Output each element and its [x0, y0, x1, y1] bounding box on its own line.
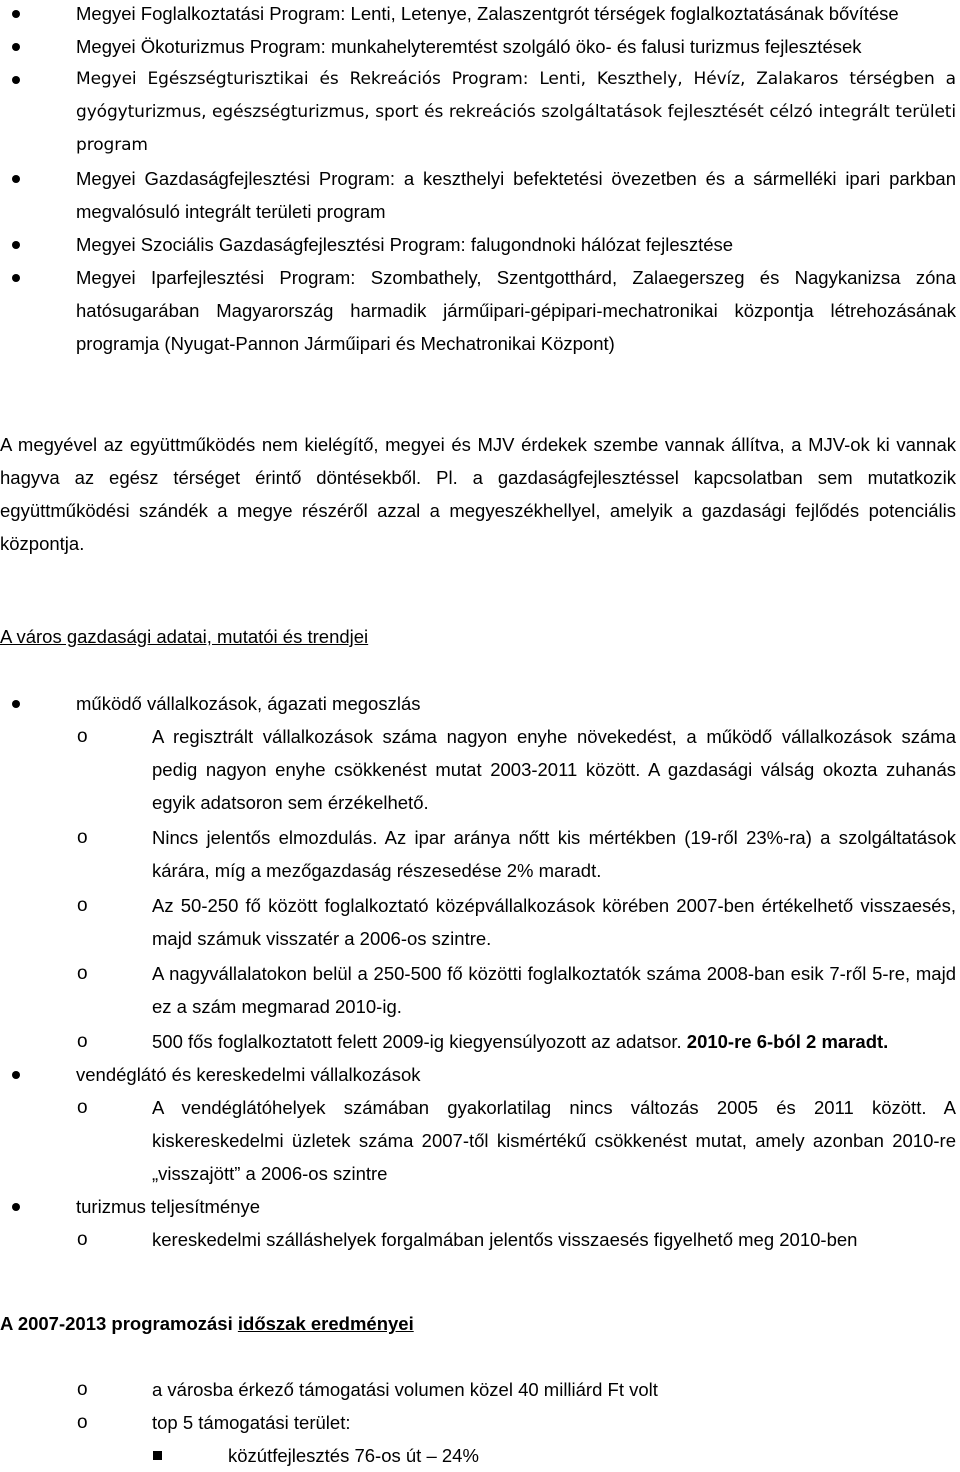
results-list	[0, 1373, 960, 1472]
list-item-text: vendéglátó és kereskedelmi vállalkozások	[76, 1064, 421, 1085]
sub-list-item	[0, 821, 960, 887]
sub-list-item	[0, 1406, 960, 1439]
section-heading-results	[0, 1307, 414, 1340]
bullet-icon	[12, 1203, 20, 1211]
item-text: 500 fős foglalkoztatott felett 2009-ig kiegyensúlyozott az adatsor.	[152, 1031, 682, 1052]
list-item	[0, 261, 960, 360]
sub-list-item-text: A nagyvállalatokon belül a 250-500 fő közötti foglalkoztatók száma 2008-ban esik 7-ről 5-re, majd ez a szám megmarad 2010-ig.	[152, 963, 956, 1017]
list-item	[0, 687, 960, 720]
heading-underlined: időszak eredményei	[237, 1313, 414, 1334]
sub-list-item	[0, 720, 960, 819]
list-item	[0, 162, 960, 228]
list-item-text: Megyei Egészségturisztikai és Rekreációs Program: Lenti, Keszthely, Hévíz, Zalakaros térségben a gyógyturizmus, egészségturizmus, sport és rekreációs szolgáltatások fejlesztését célzó integrált területi program	[76, 69, 956, 155]
sub-list-item-text: Nincs jelentős elmozdulás. Az ipar aránya nőtt kis mértékben (19-ről 23%-ra) a szolgáltatások kárára, míg a mezőgazdaság részesedése 2% maradt.	[152, 827, 956, 881]
sub-list-item	[0, 1025, 960, 1058]
bullet-icon	[12, 700, 20, 708]
sub-list-item-text: kereskedelmi szálláshelyek forgalmában jelentős visszaesés figyelhető meg 2010-ben	[152, 1229, 858, 1250]
section-heading-economy: A város gazdasági adatai, mutatói és trendjei	[0, 626, 369, 647]
square-bullet-icon	[153, 1451, 162, 1460]
sub-list-item-text: a városba érkező támogatási volumen közel 40 milliárd Ft volt	[152, 1379, 658, 1400]
sub-list-item	[0, 1373, 960, 1406]
bullet-icon	[12, 43, 20, 51]
circle-bullet-icon: o	[77, 1379, 88, 1400]
sub-list-item-text: A regisztrált vállalkozások száma nagyon enyhe növekedést, a működő vállalkozások száma pedig nagyon enyhe csökkenést mutat 2003-2011 között. A gazdasági válság okozta zuhanás egyik adatsoron sem érzékelhető.	[152, 726, 956, 813]
cooperation-paragraph: A megyével az együttműködés nem kielégítő, megyei és MJV érdekek szembe vannak állítva, a MJV-ok ki vannak hagyva az egész térséget érintő döntésekből. Pl. a gazdaságfejlesztéssel kapcsolatban sem mutatkozik együttműködési szándék a megye részéről azzal a megyeszékhellyel, amelyik a gazdasági fejlődés potenciális központja.	[0, 434, 956, 554]
economy-list	[0, 687, 960, 1256]
sub-list-item-text: top 5 támogatási terület:	[152, 1412, 351, 1433]
item-bold-text: 2010-re 6-ból 2 maradt.	[686, 1031, 889, 1052]
list-item-text: turizmus teljesítménye	[76, 1196, 261, 1217]
list-item	[0, 1190, 960, 1223]
sub-sub-list-item-text: közútfejlesztés 76-os út – 24%	[228, 1445, 479, 1466]
list-item-text: Megyei Iparfejlesztési Program: Szombathely, Szentgotthárd, Zalaegerszeg és Nagykanizsa zóna hatósugarában Magyarország harmadik járműipari-gépipari-mechatronikai központja létrehozásának programja (Nyugat-Pannon Járműipari és Mechatronikai Központ)	[76, 267, 956, 354]
sub-list-item-text: A vendéglátóhelyek számában gyakorlatilag nincs változás 2005 és 2011 között. A kiskereskedelmi üzletek száma 2007-től kismértékű csökkenést mutat, amely azonban 2010-re „visszajött” a 2006-os szintre	[152, 1097, 956, 1184]
circle-bullet-icon: o	[77, 895, 88, 916]
list-item	[0, 1058, 960, 1091]
list-item-text: Megyei Ökoturizmus Program: munkahelyteremtést szolgáló öko- és falusi turizmus fejlesztések	[76, 36, 862, 57]
bullet-icon	[12, 10, 20, 18]
circle-bullet-icon: o	[77, 726, 88, 747]
bullet-icon	[12, 1071, 20, 1079]
sub-list-item-text: Az 50-250 fő között foglalkoztató középvállalkozások körében 2007-ben értékelhető visszaesés, majd számuk visszatér a 2006-os szintre.	[152, 895, 956, 949]
bullet-icon	[12, 175, 20, 183]
list-item	[0, 30, 960, 63]
list-item	[0, 0, 960, 30]
sub-list-item	[0, 1091, 960, 1190]
circle-bullet-icon: o	[77, 1097, 88, 1118]
list-item	[0, 228, 960, 261]
sub-list-item	[0, 957, 960, 1023]
program-list	[0, 0, 960, 360]
circle-bullet-icon: o	[77, 1412, 88, 1433]
sub-list-item	[0, 1223, 960, 1256]
bullet-icon	[12, 76, 20, 84]
bullet-icon	[12, 241, 20, 249]
sub-list-item-text	[152, 1025, 956, 1058]
bullet-icon	[12, 274, 20, 282]
list-item-text: Megyei Szociális Gazdaságfejlesztési Program: falugondnoki hálózat fejlesztése	[76, 234, 734, 255]
list-item-text: Megyei Foglalkoztatási Program: Lenti, Letenye, Zalaszentgrót térségek foglalkoztatásának bővítése	[76, 3, 899, 24]
circle-bullet-icon: o	[77, 963, 88, 984]
circle-bullet-icon: o	[77, 827, 88, 848]
circle-bullet-icon: o	[77, 1031, 88, 1052]
list-item-text: Megyei Gazdaságfejlesztési Program: a keszthelyi befektetési övezetben és a sármelléki ipari parkban megvalósuló integrált területi program	[76, 168, 956, 222]
sub-list-item	[0, 889, 960, 955]
sub-sub-list-item	[0, 1439, 960, 1472]
list-item-text: működő vállalkozások, ágazati megoszlás	[76, 693, 421, 714]
circle-bullet-icon: o	[77, 1229, 88, 1250]
heading-prefix: A 2007-2013 programozási	[0, 1313, 238, 1334]
list-item	[0, 63, 960, 162]
